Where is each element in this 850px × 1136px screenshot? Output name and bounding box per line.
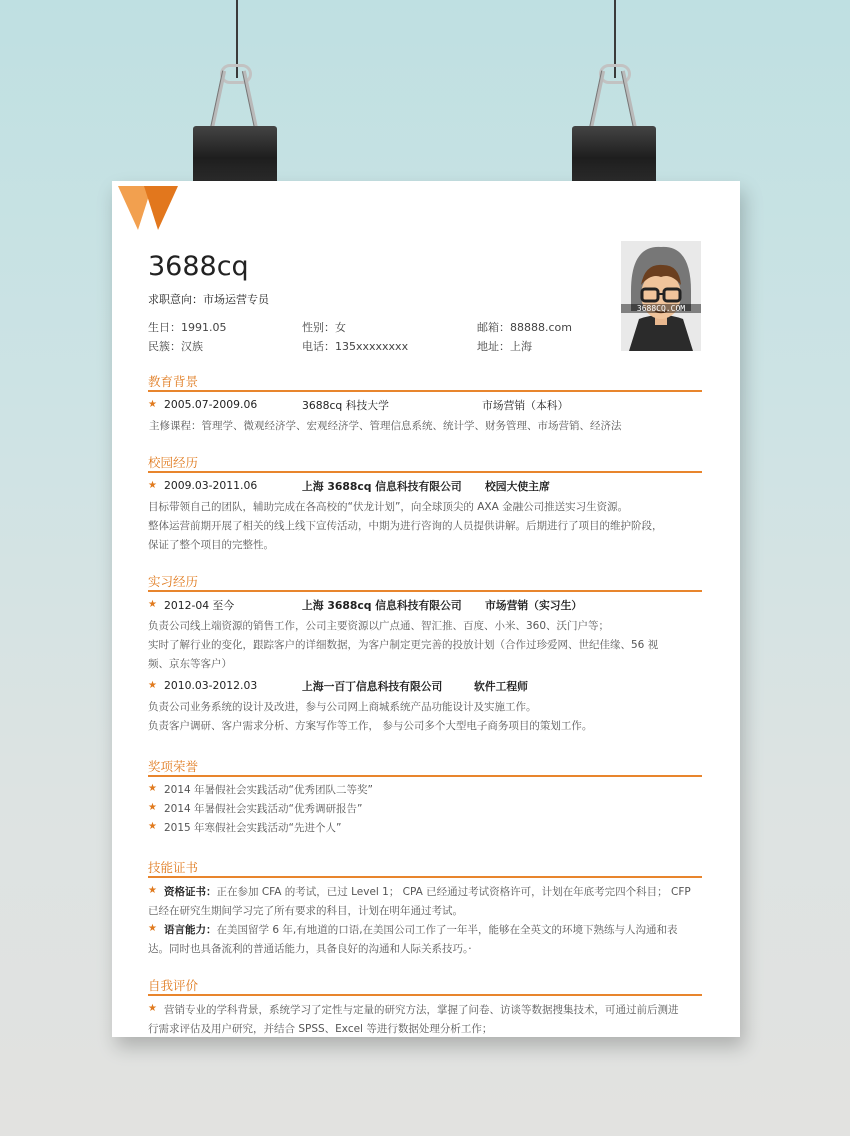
job-org: 上海一百丁信息科技有限公司: [302, 680, 443, 693]
bullet-star-icon: ★: [148, 680, 157, 691]
section-title-internship: 实习经历: [148, 574, 199, 589]
edu-school: 3688cq 科技大学: [302, 399, 389, 412]
section-divider: [148, 590, 702, 592]
bullet-star-icon: ★: [148, 923, 157, 934]
campus-line: 保证了整个项目的完整性。: [148, 539, 274, 551]
job-line: 负责公司线上端资源的销售工作，公司主要资源以广点通、智汇推、百度、小米、360、沃门户等；: [148, 620, 610, 632]
resume-paper: [112, 181, 740, 1037]
self-line: 行需求评估及用户研究，并结合 SPSS、Excel 等进行数据处理分析工作；: [148, 1023, 493, 1035]
info-phone: 电话：135xxxxxxxx: [302, 340, 409, 353]
edu-period: 2005.07-2009.06: [164, 398, 258, 411]
section-title-awards: 奖项荣誉: [148, 759, 199, 774]
skill-cert-text: 正在参加 CFA 的考试，已过 Level 1； CPA 已经通过考试资格许可，计划在年底考完四个科目； CFP: [216, 886, 691, 898]
bullet-star-icon: ★: [148, 599, 157, 610]
section-divider: [148, 390, 702, 392]
skill-cert-cont: 已经在研究生期间学习完了所有要求的科目，计划在明年通过考试。: [148, 905, 463, 917]
brand-logo-icon: [118, 186, 178, 232]
section-title-self: 自我评价: [148, 978, 199, 993]
info-email: 邮箱：88888.com: [477, 321, 572, 334]
award-item: 2014 年暑假社会实践活动“优秀调研报告”: [164, 803, 363, 815]
info-address: 地址：上海: [477, 340, 532, 353]
bullet-star-icon: ★: [148, 885, 157, 896]
binder-clip-right: [572, 126, 656, 184]
bullet-star-icon: ★: [148, 399, 157, 410]
campus-org: 上海 3688cq 信息科技有限公司: [302, 480, 462, 493]
award-item: 2014 年暑假社会实践活动“优秀团队二等奖”: [164, 784, 373, 796]
job-period: 2010.03-2012.03: [164, 679, 258, 692]
edu-courses: 主修课程：管理学、微观经济学、宏观经济学、管理信息系统、统计学、财务管理、市场营销、经济法: [149, 420, 622, 432]
bullet-star-icon: ★: [148, 1003, 157, 1014]
job-line: 负责公司业务系统的设计及改进，参与公司网上商城系统产品功能设计及实施工作。: [148, 701, 537, 713]
job-org: 上海 3688cq 信息科技有限公司: [302, 599, 462, 612]
skill-lang: [164, 922, 724, 937]
job-line: 频、京东等客户）: [148, 658, 232, 670]
section-title-skills: 技能证书: [148, 860, 199, 875]
campus-line: 目标带领自己的团队，辅助完成在各高校的“伏龙计划”，向全球顶尖的 AXA 金融公司推送实习生资源。: [148, 501, 629, 513]
info-gender: 性别：女: [302, 321, 346, 334]
job-intent: 求职意向：市场运营专员: [148, 293, 269, 306]
skill-lang-text: 在美国留学 6 年,有地道的口语,在美国公司工作了一年半，能够在全英文的环境下熟练与人沟通和表: [216, 924, 678, 936]
job-line: 实时了解行业的变化，跟踪客户的详细数据，为客户制定更完善的投放计划（合作过珍爱网、世纪佳缘、56 视: [148, 639, 659, 651]
section-title-campus: 校园经历: [148, 455, 199, 470]
skill-cert-label: 资格证书：: [164, 886, 217, 898]
campus-period: 2009.03-2011.06: [164, 479, 258, 492]
section-divider: [148, 775, 702, 777]
info-birth: 生日：1991.05: [148, 321, 227, 334]
candidate-name: 3688cq: [148, 251, 249, 282]
binder-clip-left: [193, 126, 277, 184]
skill-cert: [164, 884, 724, 899]
bullet-star-icon: ★: [148, 821, 157, 832]
skill-lang-label: 语言能力：: [164, 924, 217, 936]
award-item: 2015 年寒假社会实践活动“先进个人”: [164, 822, 342, 834]
section-divider: [148, 994, 702, 996]
edu-major: 市场营销（本科）: [482, 399, 569, 412]
bullet-star-icon: ★: [148, 802, 157, 813]
campus-line: 整体运营前期开展了相关的线上线下宣传活动，中期为进行咨询的人员提供讲解。后期进行了项目的维护阶段，: [148, 520, 663, 532]
self-line: 营销专业的学科背景，系统学习了定性与定量的研究方法，掌握了问卷、访谈等数据搜集技术，可通过前后测进: [164, 1004, 679, 1016]
job-line: 负责客户调研、客户需求分析、方案写作等工作， 参与公司多个大型电子商务项目的策划工作。: [148, 720, 593, 732]
campus-role: 校园大使主席: [485, 480, 550, 493]
photo-watermark: 3688CQ.COM: [621, 304, 701, 313]
section-divider: [148, 876, 702, 878]
job-role: 市场营销（实习生）: [485, 599, 583, 612]
job-role: 软件工程师: [474, 680, 528, 693]
cartoon-avatar-icon: [621, 241, 701, 351]
avatar: [621, 241, 701, 351]
info-ethnic: 民簇：汉族: [148, 340, 203, 353]
bullet-star-icon: ★: [148, 480, 157, 491]
section-title-education: 教育背景: [148, 374, 199, 389]
section-divider: [148, 471, 702, 473]
skill-lang-cont: 达。同时也具备流利的普通话能力，具备良好的沟通和人际关系技巧。·: [148, 943, 472, 955]
job-period: 2012-04 至今: [164, 599, 235, 612]
bullet-star-icon: ★: [148, 783, 157, 794]
